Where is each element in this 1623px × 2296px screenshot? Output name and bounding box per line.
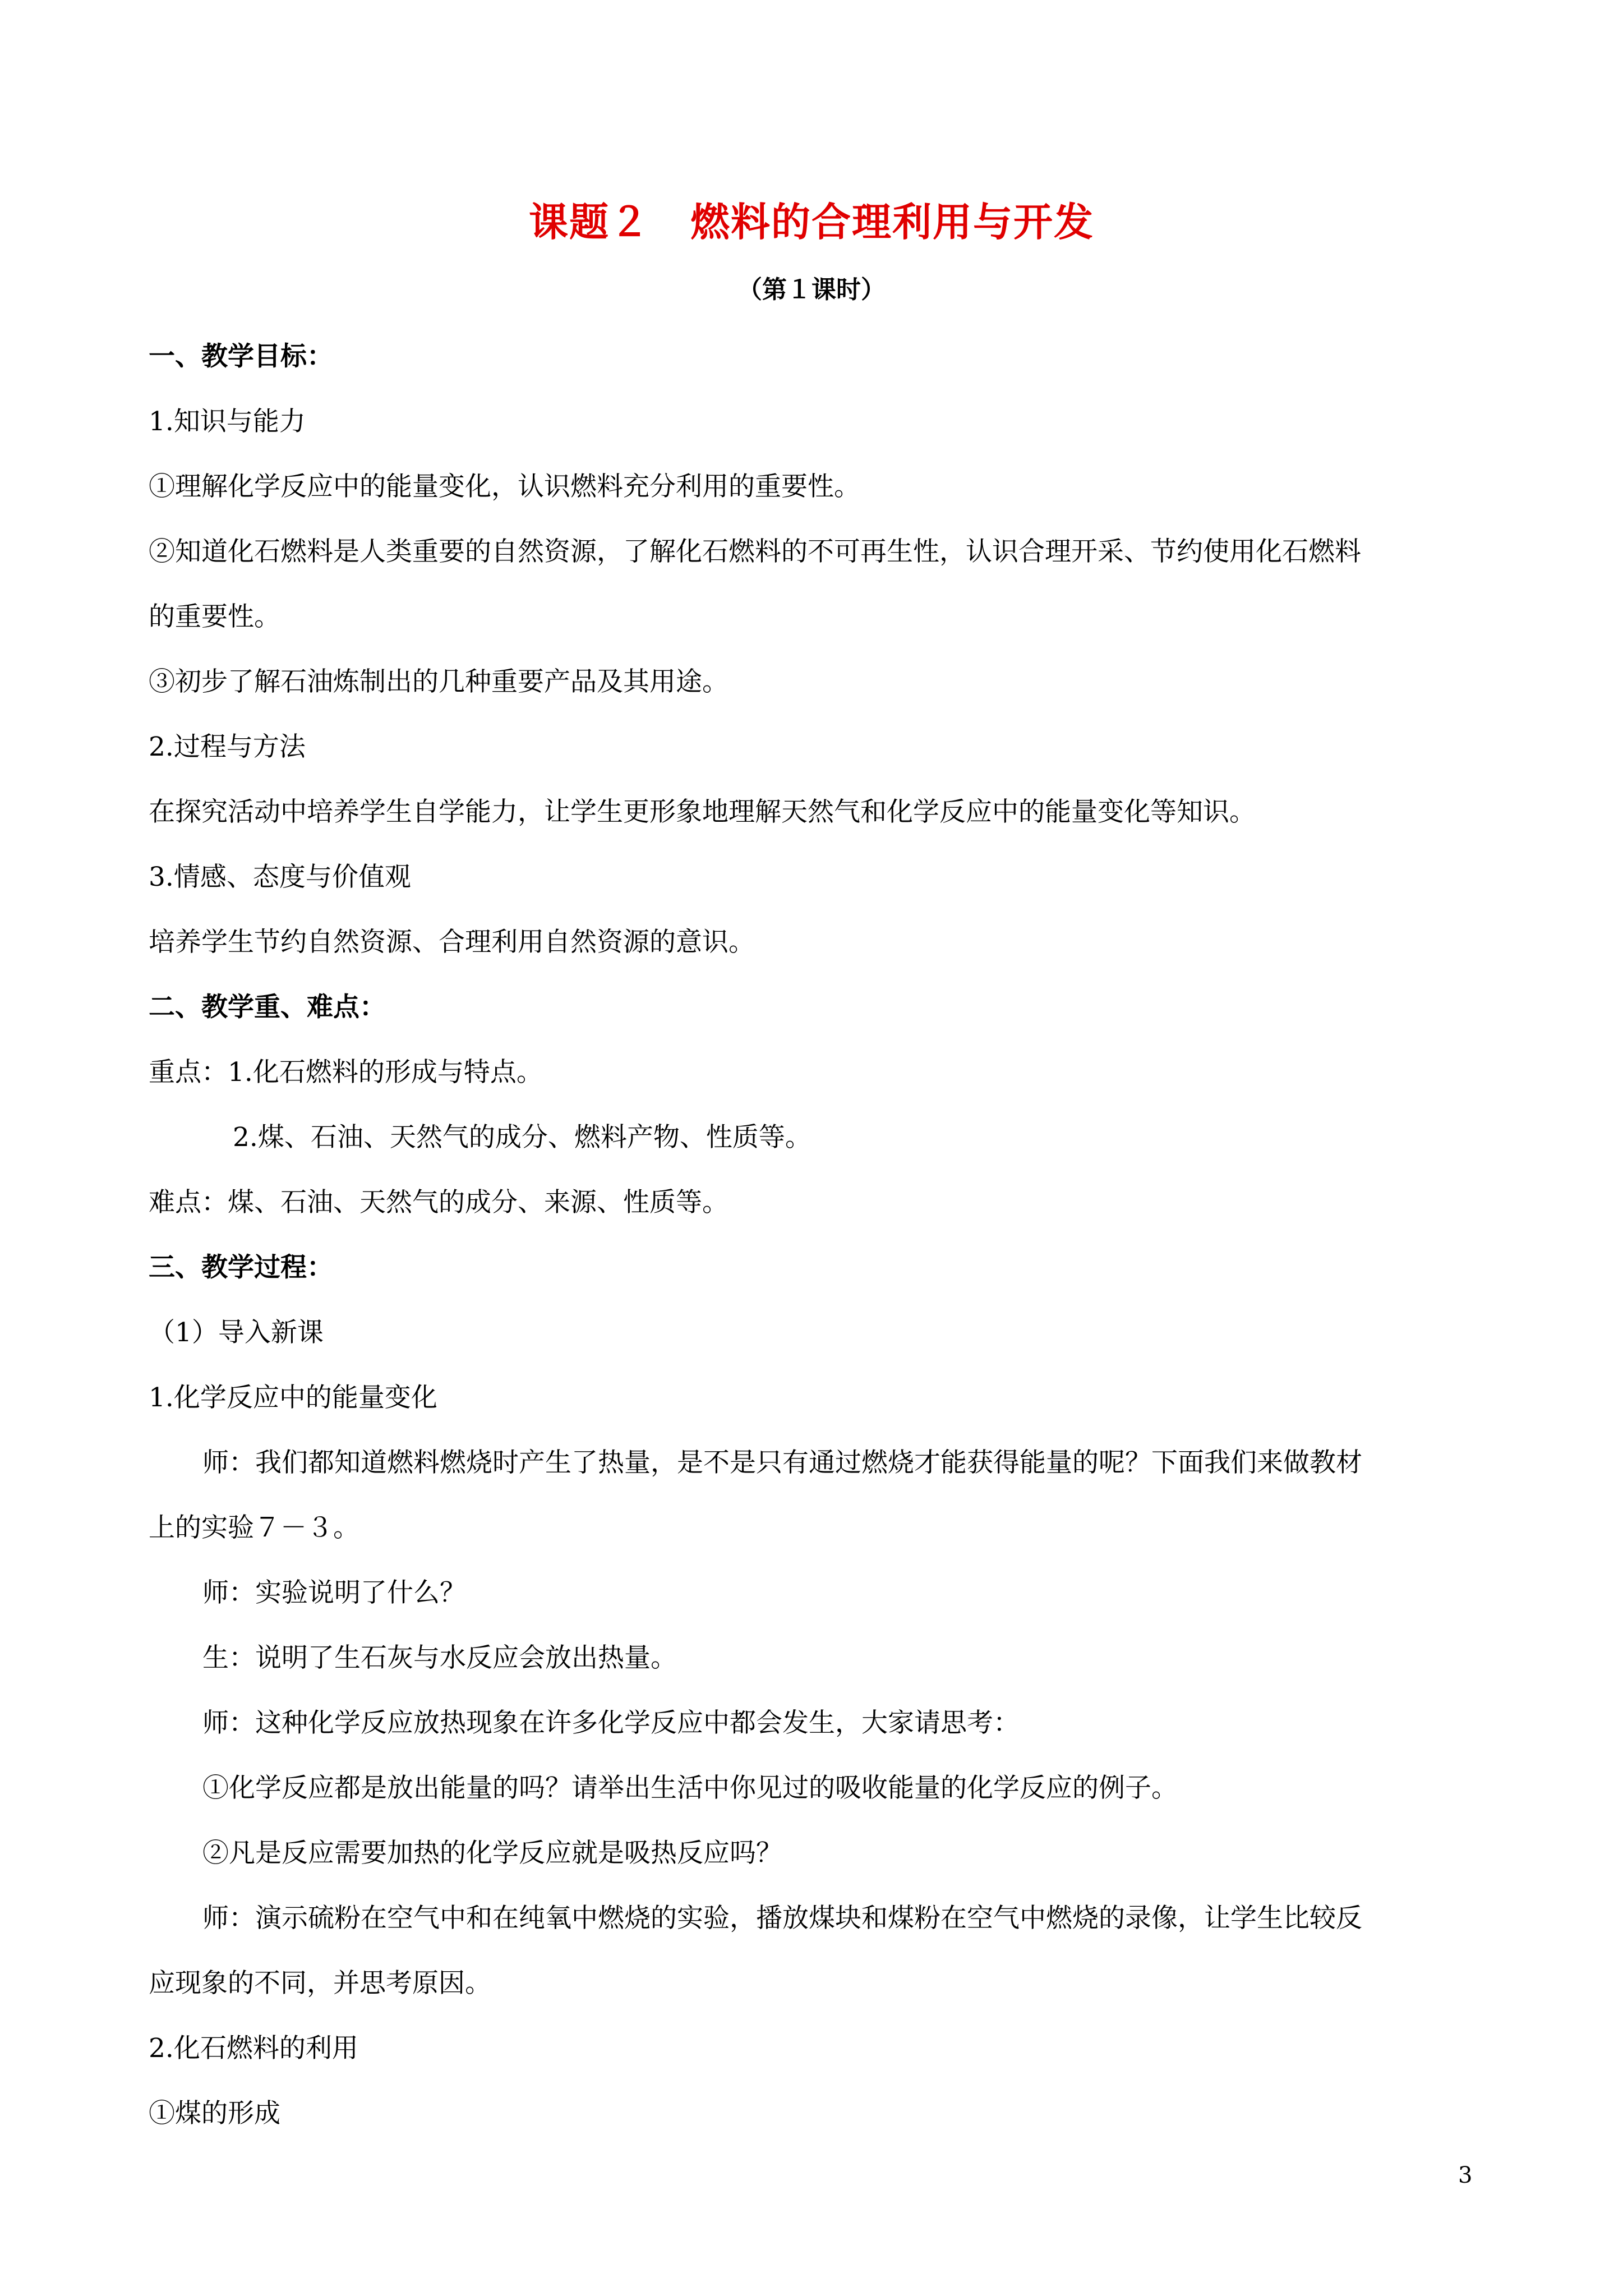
paragraph: 应现象的不同，并思考原因。 xyxy=(149,1968,491,1999)
paragraph: 师：我们都知道燃料燃烧时产生了热量，是不是只有通过燃烧才能获得能量的呢？下面我们来做教材 xyxy=(202,1447,1362,1478)
paragraph: ①理解化学反应中的能量变化，认识燃料充分利用的重要性。 xyxy=(149,471,860,502)
paragraph: ②知道化石燃料是人类重要的自然资源，了解化石燃料的不可再生性，认识合理开采、节约使用化石燃料 xyxy=(149,536,1361,567)
subsection-heading: 2.过程与方法 xyxy=(149,731,306,762)
section-heading: 二、教学重、难点： xyxy=(149,992,386,1023)
paragraph: 2.煤、石油、天然气的成分、燃料产物、性质等。 xyxy=(233,1122,811,1153)
paragraph: 上的实验７－３。 xyxy=(149,1512,359,1543)
subsection-heading: 3.情感、态度与价值观 xyxy=(149,862,411,892)
document-subtitle: （第１课时） xyxy=(737,275,886,304)
section-heading: 一、教学目标： xyxy=(149,341,333,372)
paragraph: 生：说明了生石灰与水反应会放出热量。 xyxy=(202,1642,677,1673)
subsection-heading: 1.知识与能力 xyxy=(149,406,306,437)
paragraph: 的重要性。 xyxy=(149,601,280,632)
paragraph: 重点：1.化石燃料的形成与特点。 xyxy=(149,1057,543,1088)
section-heading: 三、教学过程： xyxy=(149,1252,333,1283)
subsection-heading: 1.化学反应中的能量变化 xyxy=(149,1382,437,1413)
paragraph: ①煤的形成 xyxy=(149,2098,280,2129)
paragraph: 难点：煤、石油、天然气的成分、来源、性质等。 xyxy=(149,1187,728,1218)
paragraph: 师：这种化学反应放热现象在许多化学反应中都会发生，大家请思考： xyxy=(202,1708,1020,1738)
paragraph: 师：实验说明了什么？ xyxy=(202,1577,466,1608)
document-title: 课题２ 燃料的合理利用与开发 xyxy=(529,199,1094,245)
paragraph: 师：演示硫粉在空气中和在纯氧中燃烧的实验，播放煤块和煤粉在空气中燃烧的录像，让学生比较反 xyxy=(202,1903,1362,1934)
paragraph: 培养学生节约自然资源、合理利用自然资源的意识。 xyxy=(149,927,755,958)
subsection-heading: 2.化石燃料的利用 xyxy=(149,2033,358,2064)
document-body xyxy=(149,324,1486,2146)
paragraph: ③初步了解石油炼制出的几种重要产品及其用途。 xyxy=(149,666,728,697)
paragraph: ②凡是反应需要加热的化学反应就是吸热反应吗？ xyxy=(202,1838,782,1869)
paragraph: 在探究活动中培养学生自学能力，让学生更形象地理解天然气和化学反应中的能量变化等知识。 xyxy=(149,797,1256,827)
page-number: 3 xyxy=(1458,2162,1473,2188)
paragraph: ①化学反应都是放出能量的吗？请举出生活中你见过的吸收能量的化学反应的例子。 xyxy=(202,1773,1178,1803)
subsection-heading: （1）导入新课 xyxy=(149,1317,324,1348)
